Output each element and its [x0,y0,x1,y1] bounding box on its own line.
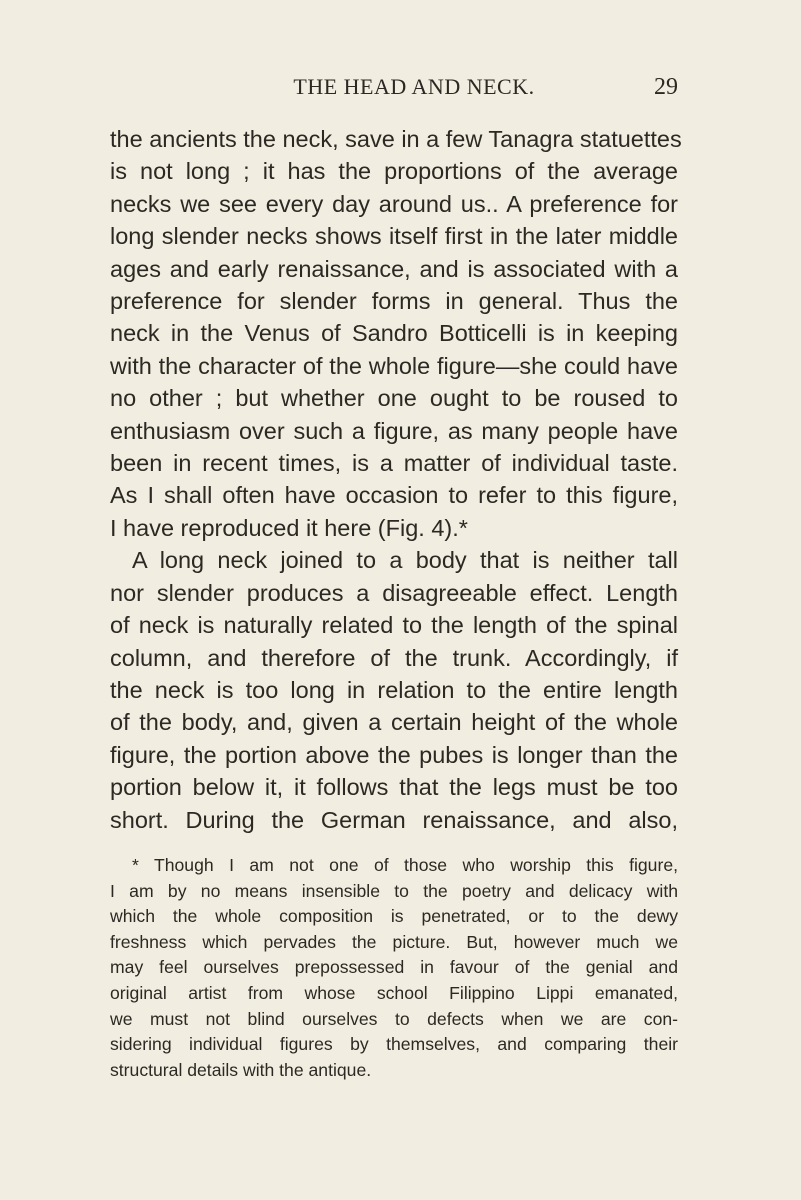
body-line: short. During the German renaissance, and also, [110,806,678,833]
footnote-line: structural details with the antique. [110,1059,372,1080]
body-line: long slender necks shows itself first in the later middle [110,223,678,250]
running-head [110,74,678,110]
body-line: nor slender produces a disagreeable effect. Length [110,579,678,606]
body-line: no other ; but whether one ought to be roused to [110,385,678,412]
body-line: As I shall often have occasion to refer to this figure, [110,482,678,509]
body-text [110,123,682,836]
footnote-line: * Though I am not one of those who worship this figure, [132,855,678,875]
body-line: figure, the portion above the pubes is longer than the [110,741,678,768]
footnote [110,853,678,1083]
body-line: I have reproduced it here (Fig. 4).* [110,514,468,541]
body-line: column, and therefore of the trunk. Accordingly, if [110,644,678,671]
footnote-line: I am by no means insensible to the poetry and delicacy with [110,880,678,901]
body-line: been in recent times, is a matter of individual taste. [110,450,678,477]
body-line: ages and early renaissance, and is associated with a [110,255,678,282]
page-number: 29 [654,74,678,100]
footnote-line: may feel ourselves prepossessed in favour of the genial and [110,957,678,978]
body-line: of neck is naturally related to the length of the spinal [110,612,678,639]
body-line: A long neck joined to a body that is neither tall [132,547,678,574]
running-title: THE HEAD AND NECK. [293,74,535,99]
body-line: of the body, and, given a certain height of the whole [110,709,678,736]
footnote-line: original artist from whose school Filippino Lippi emanated, [110,982,678,1003]
body-line: preference for slender forms in general. Thus the [110,288,678,315]
footnote-line: we must not blind ourselves to defects when we are con- [110,1008,678,1029]
body-line: necks we see every day around us.. A preference for [110,190,678,217]
footnote-line: sidering individual figures by themselves, and comparing their [110,1034,678,1055]
body-line: neck in the Venus of Sandro Botticelli is in keeping [110,320,678,347]
body-line: portion below it, it follows that the legs must be too [110,774,678,801]
body-line: the ancients the neck, save in a few Tanagra statuettes [110,126,682,152]
body-line: the neck is too long in relation to the entire length [110,676,678,703]
footnote-line: which the whole composition is penetrated, or to the dewy [110,906,678,927]
body-line: with the character of the whole figure—she could have [110,352,678,379]
body-line: is not long ; it has the proportions of the average [110,158,678,185]
body-line: enthusiasm over such a figure, as many people have [110,417,678,444]
footnote-line: freshness which pervades the picture. But, however much we [110,931,678,952]
